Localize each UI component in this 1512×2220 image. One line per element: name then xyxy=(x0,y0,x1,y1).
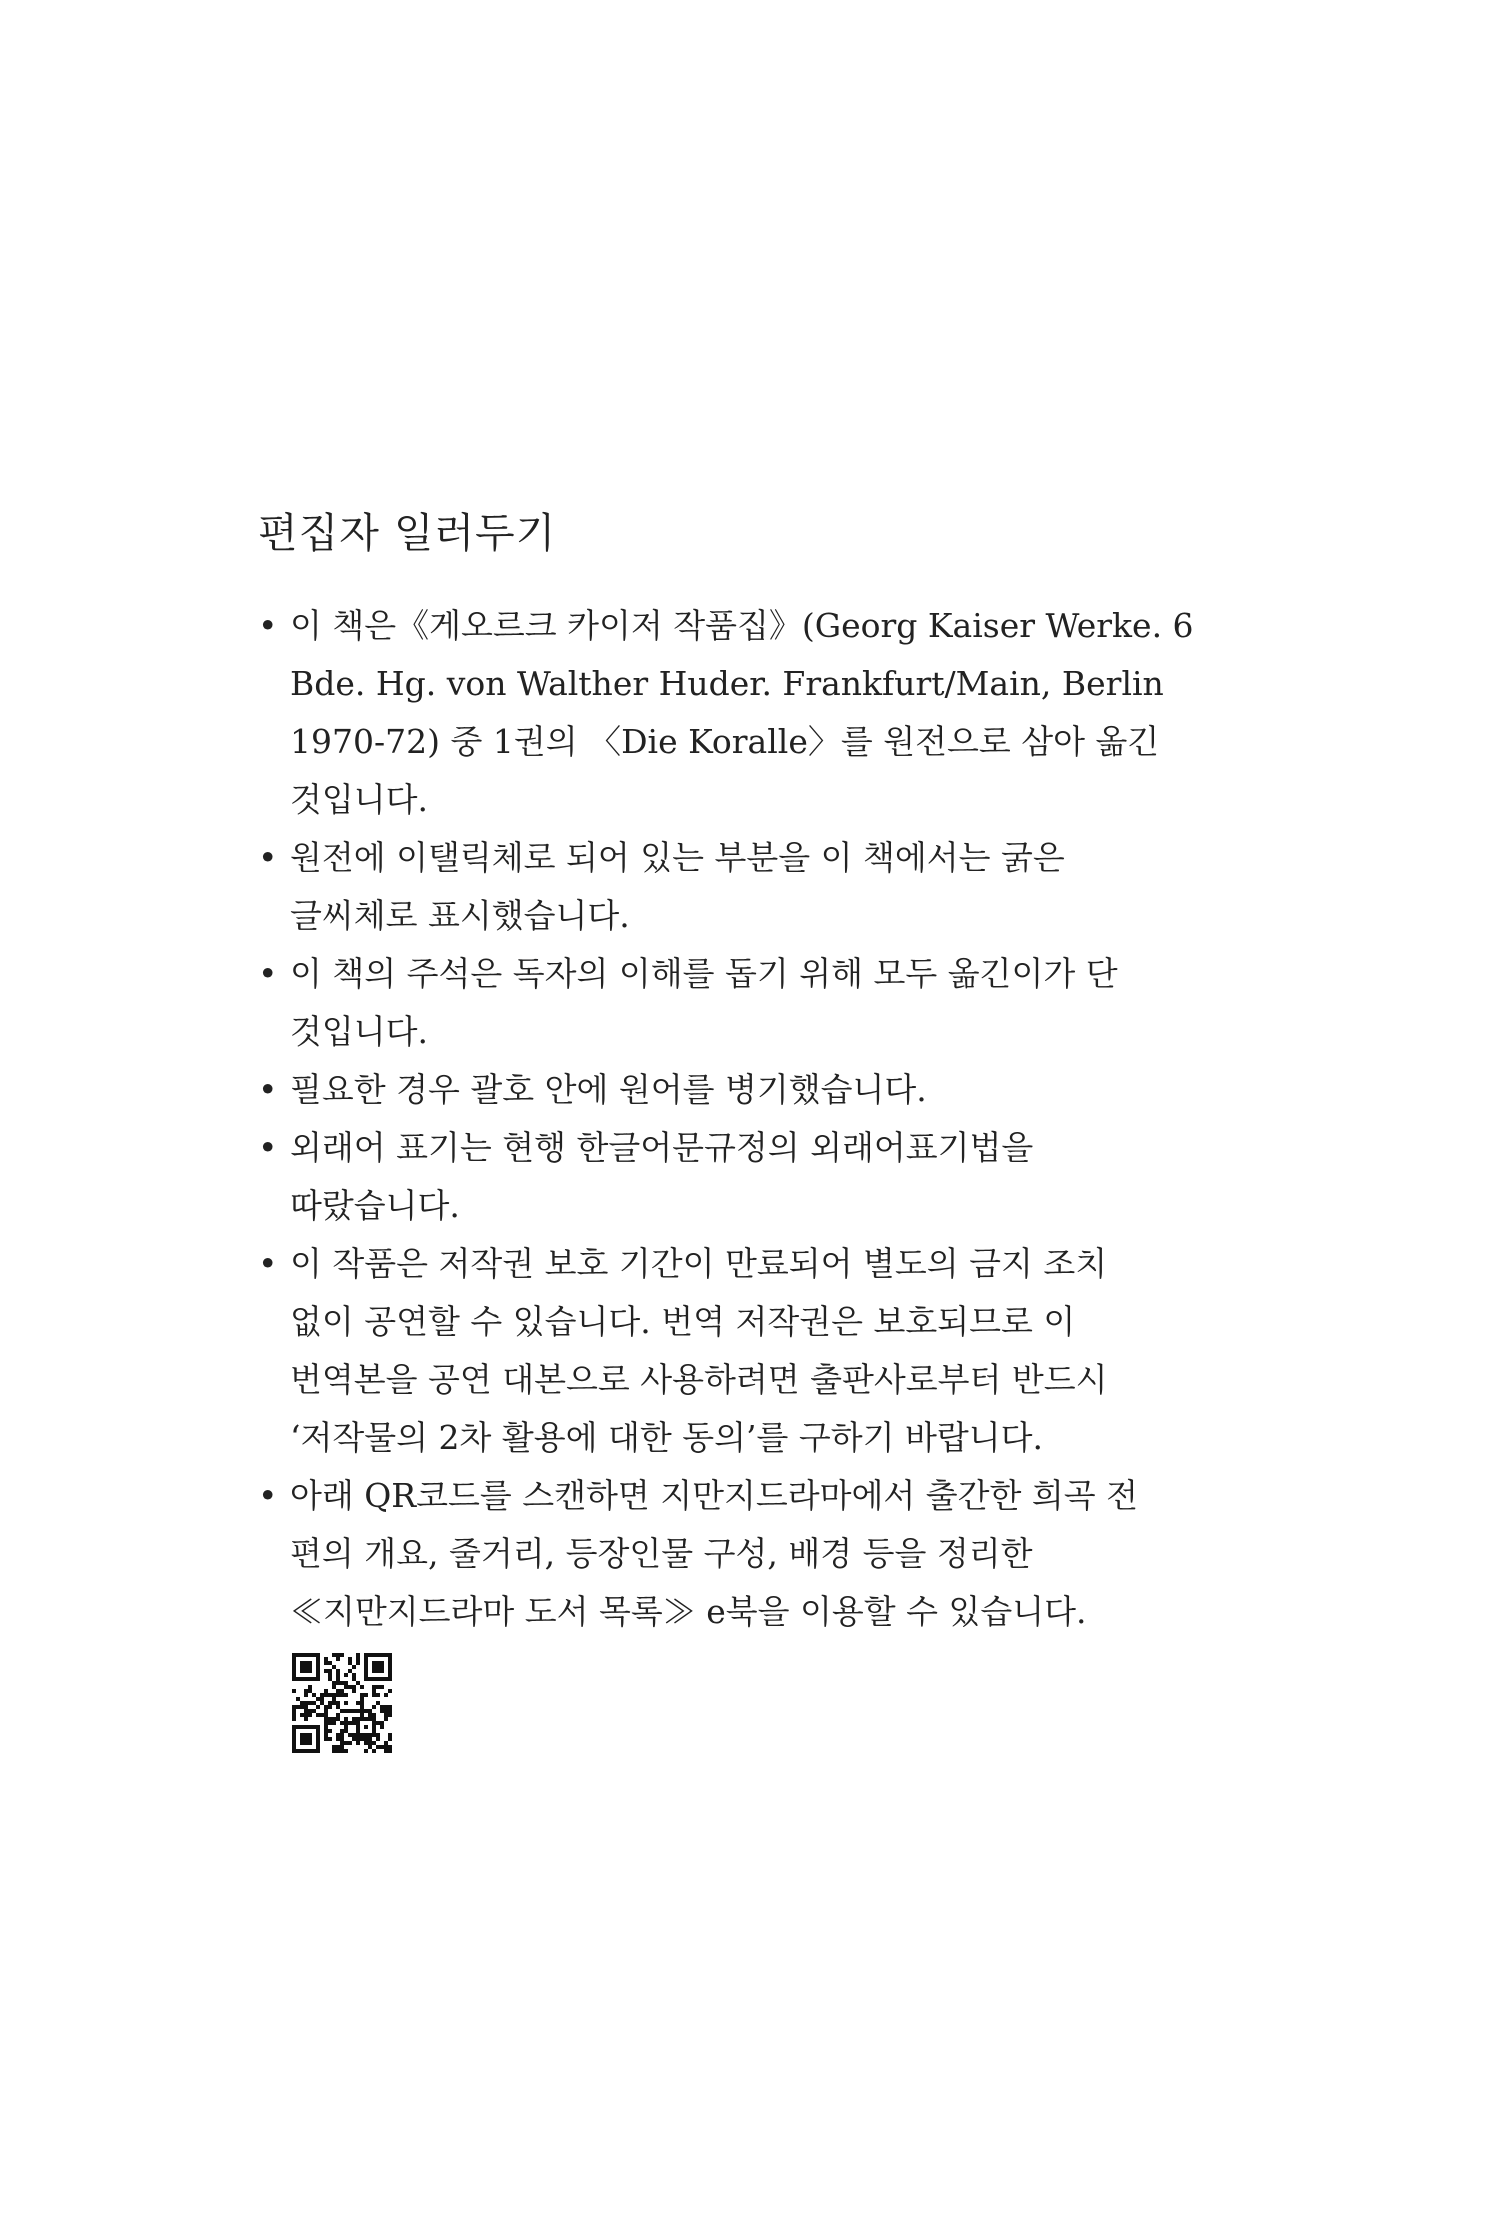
note-line: 것입니다. xyxy=(290,1012,429,1051)
note-line: 번역본을 공연 대본으로 사용하려면 출판사로부터 반드시 xyxy=(290,1360,1108,1399)
note-line: 따랐습니다. xyxy=(290,1186,460,1225)
note-line: 없이 공연할 수 있습니다. 번역 저작권은 보호되므로 이 xyxy=(290,1302,1076,1341)
note-item xyxy=(258,1235,1268,1467)
note-line: 원전에 이탤릭체로 되어 있는 부분을 이 책에서는 굵은 xyxy=(290,838,1065,877)
bullet-icon: • xyxy=(258,606,278,645)
bullet-icon: • xyxy=(258,954,278,993)
note-item xyxy=(258,1119,1268,1235)
note-line: 글씨체로 표시했습니다. xyxy=(290,896,630,935)
bullet-icon: • xyxy=(258,1244,278,1283)
note-line: ‘저작물의 2차 활용에 대한 동의’를 구하기 바랍니다. xyxy=(290,1418,1043,1457)
note-item xyxy=(258,597,1268,829)
note-line: 이 책의 주석은 독자의 이해를 돕기 위해 모두 옮긴이가 단 xyxy=(290,954,1118,993)
note-line: 이 작품은 저작권 보호 기간이 만료되어 별도의 금지 조치 xyxy=(290,1244,1108,1283)
note-line: 아래 QR코드를 스캔하면 지만지드라마에서 출간한 희곡 전 xyxy=(290,1476,1139,1515)
page-title: 편집자 일러두기 xyxy=(258,509,557,557)
note-item xyxy=(258,1467,1268,1641)
qr-code-icon[interactable] xyxy=(292,1653,392,1753)
note-line: 이 책은《게오르크 카이저 작품집》(Georg Kaiser Werke. 6 xyxy=(290,606,1194,645)
bullet-icon: • xyxy=(258,1476,278,1515)
note-line: 편의 개요, 줄거리, 등장인물 구성, 배경 등을 정리한 xyxy=(290,1534,1033,1573)
bullet-icon: • xyxy=(258,1070,278,1109)
note-line: ≪지만지드라마 도서 목록≫ e북을 이용할 수 있습니다. xyxy=(290,1592,1087,1631)
bullet-icon: • xyxy=(258,1128,278,1167)
note-item xyxy=(258,945,1268,1061)
note-line: 필요한 경우 괄호 안에 원어를 병기했습니다. xyxy=(290,1070,927,1109)
bullet-icon: • xyxy=(258,838,278,877)
editor-notes-list xyxy=(258,597,1268,1641)
note-line: Bde. Hg. von Walther Huder. Frankfurt/Main, Berlin xyxy=(290,664,1164,703)
note-line: 1970-72) 중 1권의 〈Die Koralle〉를 원전으로 삼아 옮긴 xyxy=(290,722,1160,761)
note-line: 것입니다. xyxy=(290,780,429,819)
note-item xyxy=(258,829,1268,945)
note-line: 외래어 표기는 현행 한글어문규정의 외래어표기법을 xyxy=(290,1128,1034,1167)
note-item xyxy=(258,1061,1268,1119)
